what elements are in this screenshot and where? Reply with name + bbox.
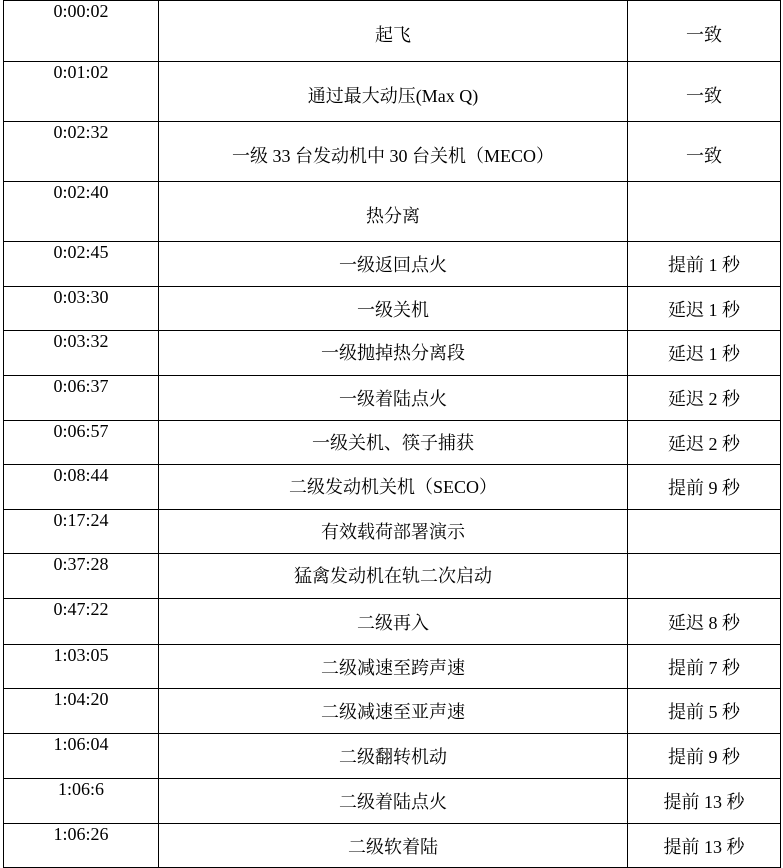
time-cell: 0:02:40 (4, 182, 159, 242)
event-cell: 一级返回点火 (159, 242, 628, 287)
status-cell: 一致 (628, 62, 781, 122)
table-row (4, 465, 781, 510)
status-cell: 一致 (628, 1, 781, 62)
time-cell: 0:06:57 (4, 421, 159, 465)
table-row (4, 689, 781, 734)
status-cell: 提前 1 秒 (628, 242, 781, 287)
status-cell: 延迟 2 秒 (628, 376, 781, 421)
table-row (4, 376, 781, 421)
event-cell: 二级减速至跨声速 (159, 645, 628, 689)
time-cell: 0:02:45 (4, 242, 159, 287)
time-cell: 0:03:30 (4, 287, 159, 331)
time-cell: 0:37:28 (4, 554, 159, 599)
table-row (4, 779, 781, 824)
status-cell: 一致 (628, 122, 781, 182)
status-cell (628, 554, 781, 599)
table-row (4, 599, 781, 645)
table-row (4, 242, 781, 287)
time-cell: 1:06:04 (4, 734, 159, 779)
status-cell: 延迟 1 秒 (628, 287, 781, 331)
status-cell (628, 182, 781, 242)
time-cell: 0:00:02 (4, 1, 159, 62)
event-cell: 一级关机 (159, 287, 628, 331)
time-cell: 0:01:02 (4, 62, 159, 122)
time-cell: 0:06:37 (4, 376, 159, 421)
status-cell: 提前 13 秒 (628, 824, 781, 868)
status-cell: 提前 9 秒 (628, 465, 781, 510)
time-cell: 0:17:24 (4, 510, 159, 554)
event-cell: 一级抛掉热分离段 (159, 331, 628, 376)
time-cell: 0:08:44 (4, 465, 159, 510)
time-cell: 1:03:05 (4, 645, 159, 689)
status-cell: 提前 13 秒 (628, 779, 781, 824)
time-cell: 0:02:32 (4, 122, 159, 182)
time-cell: 1:06:26 (4, 824, 159, 868)
event-cell: 猛禽发动机在轨二次启动 (159, 554, 628, 599)
event-cell: 二级着陆点火 (159, 779, 628, 824)
status-cell (628, 510, 781, 554)
status-cell: 延迟 2 秒 (628, 421, 781, 465)
table-row (4, 734, 781, 779)
event-cell: 二级翻转机动 (159, 734, 628, 779)
table-row (4, 510, 781, 554)
table-row (4, 1, 781, 62)
status-cell: 延迟 1 秒 (628, 331, 781, 376)
table-row (4, 182, 781, 242)
event-cell: 起飞 (159, 1, 628, 62)
event-cell: 热分离 (159, 182, 628, 242)
table-row (4, 554, 781, 599)
time-cell: 0:03:32 (4, 331, 159, 376)
event-cell: 二级发动机关机（SECO） (159, 465, 628, 510)
time-cell: 1:06:6 (4, 779, 159, 824)
event-cell: 二级减速至亚声速 (159, 689, 628, 734)
table-row (4, 645, 781, 689)
event-cell: 一级关机、筷子捕获 (159, 421, 628, 465)
table-row (4, 122, 781, 182)
time-cell: 1:04:20 (4, 689, 159, 734)
event-cell: 通过最大动压(Max Q) (159, 62, 628, 122)
status-cell: 延迟 8 秒 (628, 599, 781, 645)
flight-timeline-table (3, 0, 781, 868)
table-row (4, 421, 781, 465)
status-cell: 提前 7 秒 (628, 645, 781, 689)
table-row (4, 824, 781, 868)
event-cell: 二级再入 (159, 599, 628, 645)
event-cell: 二级软着陆 (159, 824, 628, 868)
event-cell: 一级着陆点火 (159, 376, 628, 421)
table-row (4, 331, 781, 376)
time-cell: 0:47:22 (4, 599, 159, 645)
status-cell: 提前 9 秒 (628, 734, 781, 779)
table-row (4, 287, 781, 331)
event-cell: 一级 33 台发动机中 30 台关机（MECO） (159, 122, 628, 182)
status-cell: 提前 5 秒 (628, 689, 781, 734)
table-row (4, 62, 781, 122)
event-cell: 有效载荷部署演示 (159, 510, 628, 554)
